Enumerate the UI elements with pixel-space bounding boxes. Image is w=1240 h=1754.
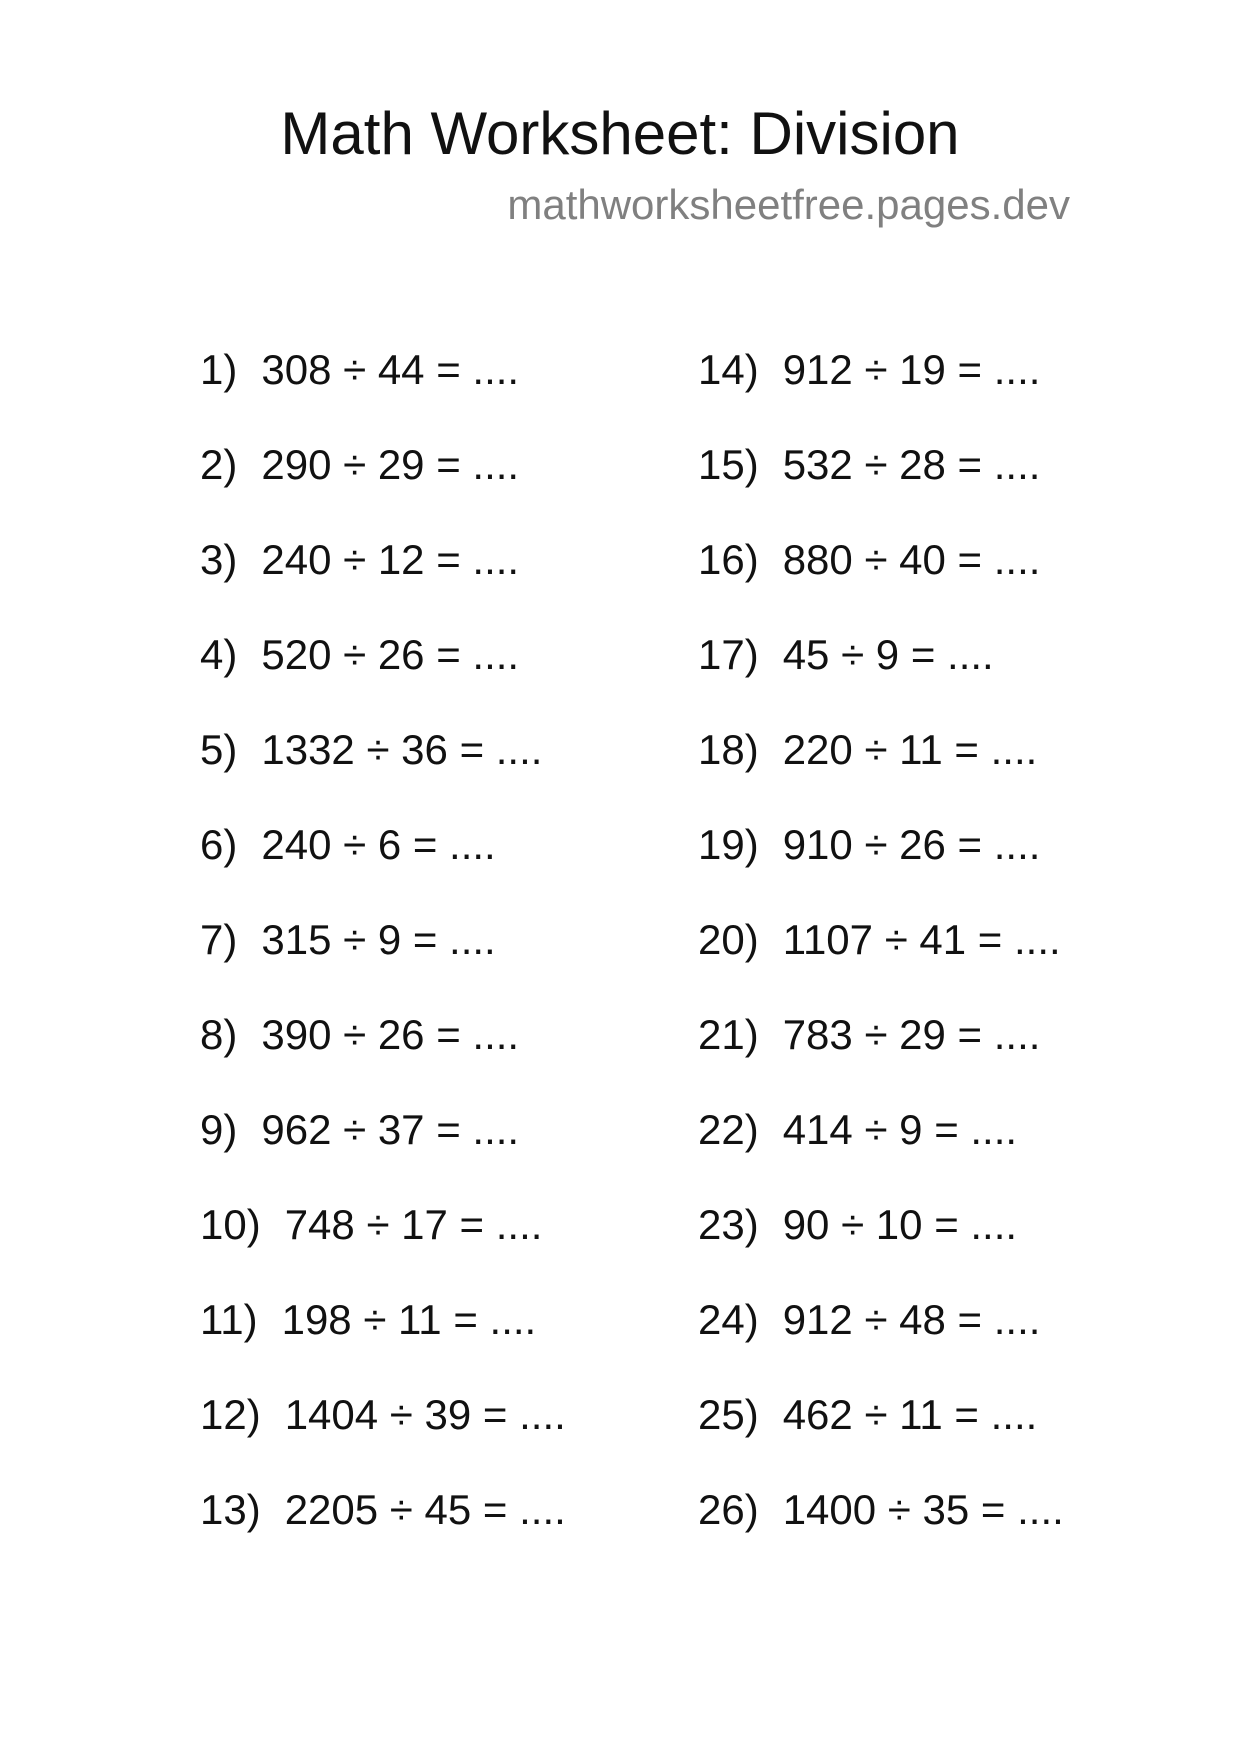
problem-number: 6) [200,821,238,868]
problem-2 [200,440,566,535]
problem-14 [698,345,1064,440]
problem-25 [698,1390,1064,1485]
problem-17 [698,630,1064,725]
problem-24 [698,1295,1064,1390]
problem-expression: 90 ÷ 10 = .... [782,1201,1018,1248]
problem-number: 4) [200,631,238,678]
problem-12 [200,1390,566,1485]
problem-expression: 240 ÷ 12 = .... [261,536,520,583]
problem-1 [200,345,566,440]
problem-11 [200,1295,566,1390]
problem-number: 13) [200,1486,261,1533]
problem-number: 1) [200,346,238,393]
problem-23 [698,1200,1064,1295]
problem-3 [200,535,566,630]
problem-16 [698,535,1064,630]
problem-number: 5) [200,726,238,773]
problem-4 [200,630,566,725]
problem-number: 11) [200,1296,258,1343]
problem-number: 15) [698,441,759,488]
problem-21 [698,1010,1064,1105]
problem-number: 9) [200,1106,238,1153]
problem-number: 12) [200,1391,261,1438]
problem-expression: 390 ÷ 26 = .... [261,1011,520,1058]
problem-expression: 880 ÷ 40 = .... [782,536,1041,583]
problem-number: 14) [698,346,759,393]
problem-number: 24) [698,1296,759,1343]
problem-expression: 1400 ÷ 35 = .... [782,1486,1064,1533]
problem-expression: 532 ÷ 28 = .... [782,441,1041,488]
problem-expression: 1404 ÷ 39 = .... [284,1391,566,1438]
problem-expression: 315 ÷ 9 = .... [261,916,496,963]
problem-8 [200,1010,566,1105]
problem-expression: 783 ÷ 29 = .... [782,1011,1041,1058]
site-url: mathworksheetfree.pages.dev [507,181,1070,228]
problem-7 [200,915,566,1010]
problem-expression: 912 ÷ 48 = .... [782,1296,1041,1343]
problem-expression: 748 ÷ 17 = .... [284,1201,543,1248]
problem-number: 17) [698,631,759,678]
problem-19 [698,820,1064,915]
problem-number: 3) [200,536,238,583]
problem-expression: 1107 ÷ 41 = .... [782,916,1061,963]
problem-expression: 962 ÷ 37 = .... [261,1106,520,1153]
problem-expression: 1332 ÷ 36 = .... [261,726,543,773]
problem-expression: 910 ÷ 26 = .... [782,821,1041,868]
problem-9 [200,1105,566,1200]
problem-number: 20) [698,916,759,963]
problem-expression: 220 ÷ 11 = .... [782,726,1038,773]
problem-13 [200,1485,566,1580]
problem-26 [698,1485,1064,1580]
problem-expression: 2205 ÷ 45 = .... [284,1486,566,1533]
problem-number: 10) [200,1201,261,1248]
problems-column-left [200,345,566,1580]
worksheet-title: Math Worksheet: Division [280,100,960,167]
problem-expression: 45 ÷ 9 = .... [782,631,994,678]
problem-number: 21) [698,1011,759,1058]
problem-15 [698,440,1064,535]
problem-number: 18) [698,726,759,773]
problem-18 [698,725,1064,820]
problem-expression: 290 ÷ 29 = .... [261,441,520,488]
problem-expression: 912 ÷ 19 = .... [782,346,1041,393]
problem-expression: 240 ÷ 6 = .... [261,821,496,868]
problem-number: 2) [200,441,238,488]
problem-number: 7) [200,916,238,963]
problems-column-right [698,345,1064,1580]
problem-expression: 462 ÷ 11 = .... [782,1391,1038,1438]
problem-expression: 308 ÷ 44 = .... [261,346,520,393]
problem-number: 23) [698,1201,759,1248]
problem-5 [200,725,566,820]
problem-expression: 414 ÷ 9 = .... [782,1106,1018,1153]
problem-expression: 520 ÷ 26 = .... [261,631,520,678]
problem-number: 26) [698,1486,759,1533]
problem-number: 25) [698,1391,759,1438]
problem-10 [200,1200,566,1295]
problem-number: 22) [698,1106,759,1153]
problem-number: 16) [698,536,759,583]
problem-6 [200,820,566,915]
problem-expression: 198 ÷ 11 = .... [281,1296,537,1343]
problem-number: 8) [200,1011,238,1058]
problem-22 [698,1105,1064,1200]
problem-20 [698,915,1064,1010]
problem-number: 19) [698,821,759,868]
